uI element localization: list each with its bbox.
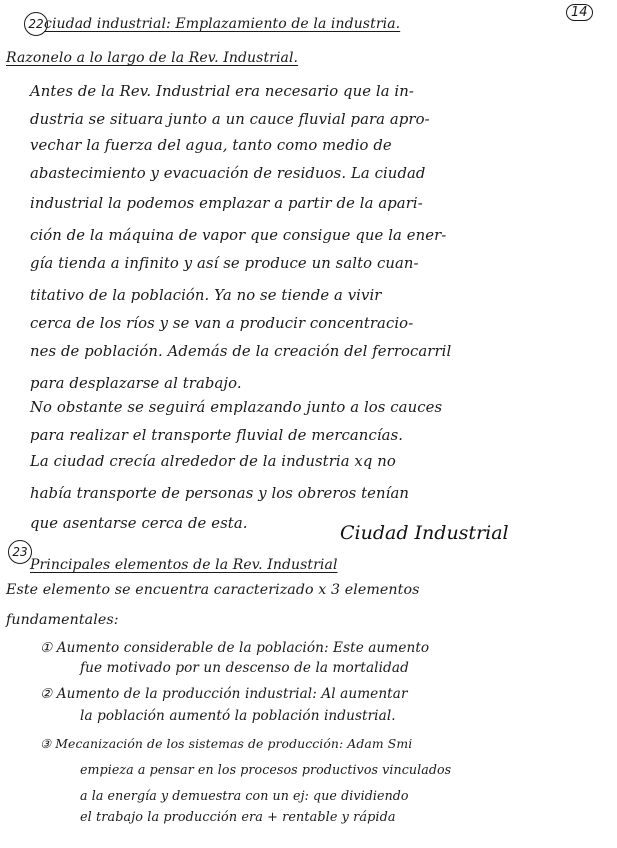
section-22-title-line-2: Razonelo a lo largo de la Rev. Industrial. [6, 50, 299, 66]
text-line: industrial la podemos emplazar a partir de la apari- [30, 195, 423, 212]
text-line: dustria se situara junto a un cauce fluvial para apro- [30, 111, 430, 128]
text-line: ③ Mecanización de los sistemas de producción: Adam Smi [40, 736, 413, 751]
text-line: que asentarse cerca de esta. [30, 515, 248, 532]
text-line: ① Aumento considerable de la población: Este aumento [40, 640, 430, 656]
text-line: No obstante se seguirá emplazando junto a los cauces [30, 399, 443, 416]
text-line: para desplazarse al trabajo. [30, 375, 242, 392]
text-line: La ciudad crecía alrededor de la industria xq no [30, 453, 396, 470]
text-line: cerca de los ríos y se van a producir concentracio- [30, 315, 414, 332]
text-line: ② Aumento de la producción industrial: Al aumentar [40, 686, 408, 702]
text-line: gía tienda a infinito y así se produce un salto cuan- [30, 255, 419, 272]
section-23-title: Principales elementos de la Rev. Industrial [30, 557, 338, 573]
text-line: fue motivado por un descenso de la mortalidad [80, 660, 409, 676]
text-line: el trabajo la producción era + rentable y rápida [80, 810, 396, 825]
section-number-23: 23 [8, 540, 32, 564]
text-line: titativo de la población. Ya no se tiende a vivir [30, 287, 382, 304]
text-line: nes de población. Además de la creación del ferrocarril [30, 343, 452, 360]
margin-annotation: Ciudad Industrial [340, 522, 509, 544]
section-number-22: 22 [24, 12, 48, 36]
section-22-title-line-1: ciudad industrial: Emplazamiento de la industria. [44, 16, 401, 32]
text-line: a la energía y demuestra con un ej: que dividiendo [80, 788, 409, 803]
text-line: abastecimiento y evacuación de residuos. La ciudad [30, 165, 426, 182]
text-line: fundamentales: [6, 612, 119, 628]
text-line: ción de la máquina de vapor que consigue que la ener- [30, 227, 447, 244]
text-line: empieza a pensar en los procesos productivos vinculados [80, 762, 452, 777]
text-line: la población aumentó la población industrial. [80, 708, 396, 724]
text-line: vechar la fuerza del agua, tanto como medio de [30, 137, 392, 154]
text-line: había transporte de personas y los obreros tenían [30, 485, 409, 502]
page-number: 14 [566, 4, 593, 21]
text-line: para realizar el transporte fluvial de mercancías. [30, 427, 404, 444]
text-line: Este elemento se encuentra caracterizado x 3 elementos [6, 582, 420, 598]
text-line: Antes de la Rev. Industrial era necesario que la in- [30, 83, 414, 100]
